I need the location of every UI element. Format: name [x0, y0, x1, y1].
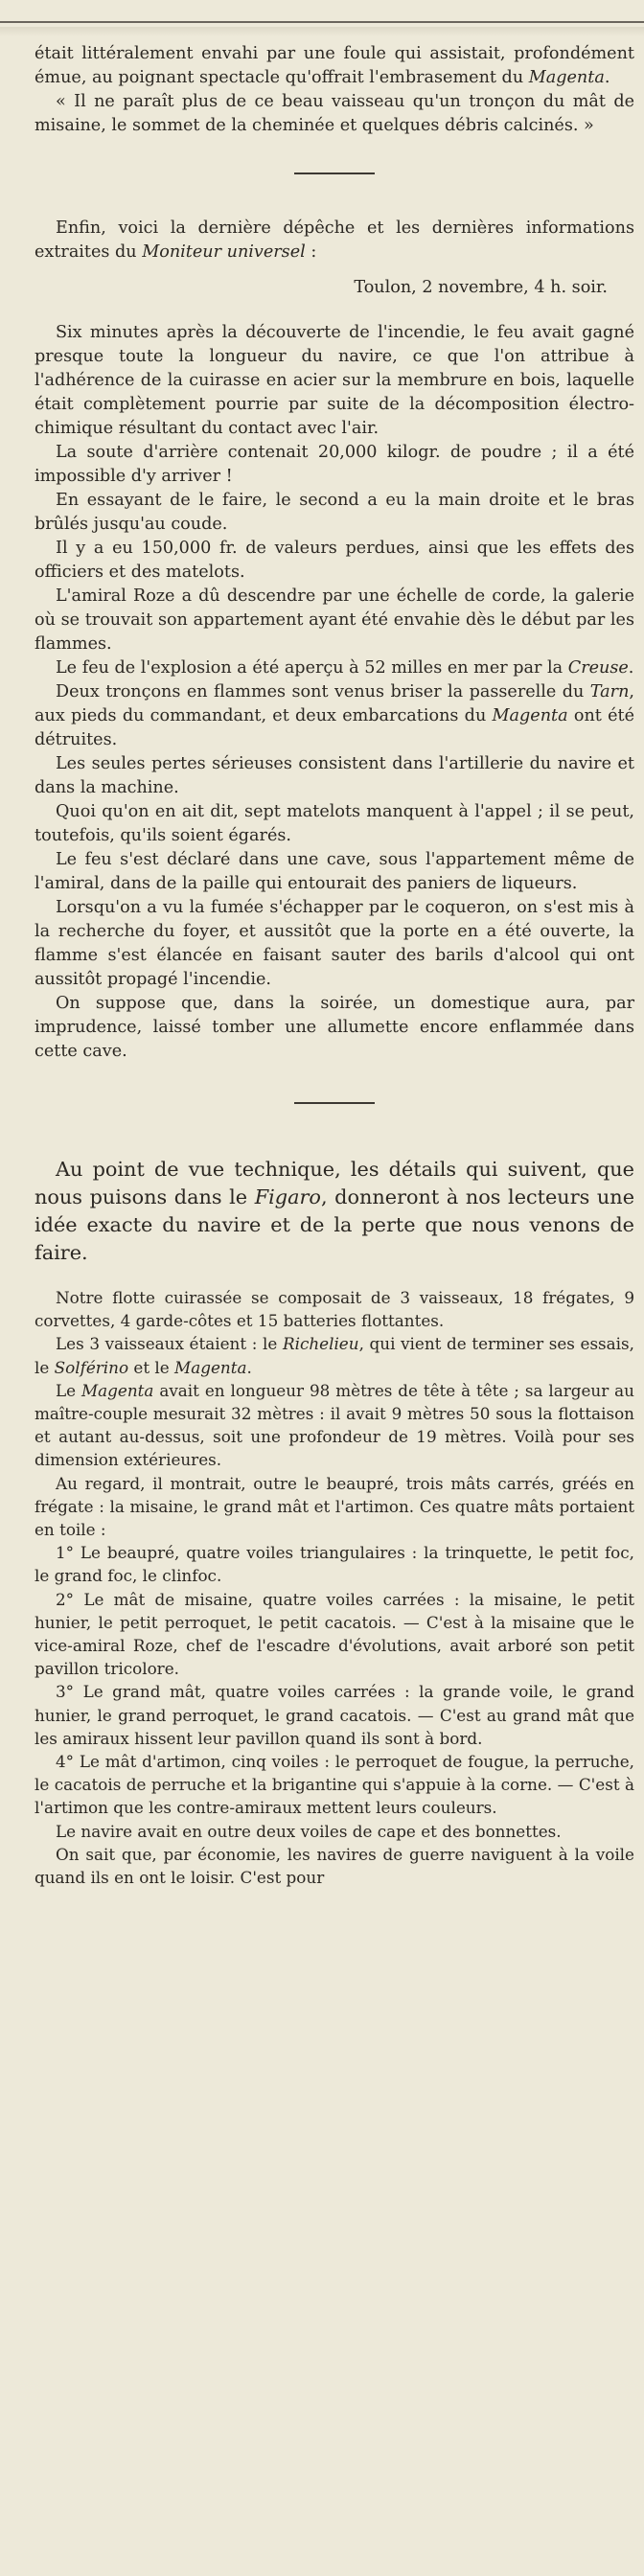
paragraph: Le navire avait en outre deux voiles de cape et des bonnettes.	[56, 1821, 562, 1841]
paragraph: Les seules pertes sérieuses consistent dans l'artillerie du navire et dans la machine.	[34, 754, 634, 797]
paragraph: Le Magenta avait en longueur 98 mètres de tête à tête ; sa largeur au maître-couple mesurait 32 mètres : il avait 9 mètres 50 sous la flottaison et autant au-dessus, soit une profondeur de 19 mètres. Voilà pour ses dimension extérieures.	[34, 1380, 634, 1470]
paragraph: Le feu de l'explosion a été aperçu à 52 milles en mer par la Creuse.	[56, 658, 634, 678]
section-separator	[294, 172, 375, 174]
paragraph: était littéralement envahi par une foule qui assistait, profondément émue, au poignant spectacle qu'offrait l'embrasement du Magenta.	[34, 44, 634, 87]
paragraph: En essayant de le faire, le second a eu la main droite et le bras brûlés jusqu'au coude.	[34, 491, 634, 534]
paragraph: 1° Le beaupré, quatre voiles triangulaires : la trinquette, le petit foc, le grand foc, le clinfoc.	[34, 1543, 634, 1586]
dispatch-lead: Enfin, voici la dernière dépêche et les dernières informations extraites du Moniteur universel :	[34, 218, 634, 262]
paragraph: La soute d'arrière contenait 20,000 kilogr. de poudre ; il a été impossible d'y arriver !	[34, 443, 634, 486]
paragraph: Quoi qu'on en ait dit, sept matelots manquent à l'appel ; il se peut, toutefois, qu'ils soient égarés.	[34, 802, 634, 845]
dateline: Toulon, 2 novembre, 4 h. soir.	[354, 278, 608, 297]
paragraph: Lorsqu'on a vu la fumée s'échapper par le coqueron, on s'est mis à la recherche du foyer, et aussitôt que la porte en a été ouverte, la flamme s'est élancée en faisant sauter des barils d'alcool qui ont aussitôt propagé l'incendie.	[34, 898, 634, 989]
section-technical-details	[34, 1156, 634, 1889]
paragraph: 2° Le mât de misaine, quatre voiles carrées : la misaine, le petit hunier, le petit perroquet, le petit cacatois. — C'est à la misaine que le vice-amiral Roze, chef de l'escadre d'évolutions, avait arboré son petit pavillon tricolore.	[34, 1589, 634, 1679]
page-fold-shadow	[0, 27, 644, 36]
paragraph: Au regard, il montrait, outre le beaupré, trois mâts carrés, gréés en frégate : la misaine, le grand mât et l'artimon. Ces quatre mâts portaient en toile :	[34, 1473, 634, 1540]
paragraph: Il y a eu 150,000 fr. de valeurs perdues, ainsi que les effets des officiers et des matelots.	[34, 539, 634, 582]
paragraph: L'amiral Roze a dû descendre par une échelle de corde, la galerie où se trouvait son appartement ayant été envahie dès le début par les flammes.	[34, 586, 634, 654]
quote-paragraph: « Il ne paraît plus de ce beau vaisseau qu'un tronçon du mât de misaine, le sommet de la cheminée et quelques débris calcinés. »	[34, 92, 634, 135]
newspaper-name: Figaro	[254, 1185, 321, 1208]
paragraph: Le feu s'est déclaré dans une cave, sous l'appartement même de l'amiral, dans de la paille qui entourait des paniers de liqueurs.	[34, 850, 634, 893]
ship-name: Richelieu	[282, 1334, 359, 1354]
paragraph: Six minutes après la découverte de l'incendie, le feu avait gagné presque toute la longueur du navire, ce que l'on attribue à l'adhérence de la cuirasse en acier sur la membrure en bois, laquelle était complètement pourrie par suite de la décomposition électro-chimique résultant du contact avec l'air.	[34, 323, 634, 438]
paragraph: 4° Le mât d'artimon, cinq voiles : le perroquet de fougue, la perruche, le cacatois de perruche et la brigantine qui s'appuie à la corne. — C'est à l'artimon que les contre-amiraux mettent leurs couleurs.	[34, 1752, 634, 1818]
section-fire-report	[34, 42, 634, 138]
technical-intro: Au point de vue technique, les détails qui suivent, que nous puisons dans le Figaro, donneront à nos lecteurs une idée exacte du navire et de la perte que nous venons de faire.	[34, 1158, 635, 1264]
ship-name: Magenta	[174, 1357, 247, 1377]
ship-name: Magenta	[80, 1380, 154, 1400]
ship-name: Magenta	[528, 68, 605, 87]
ship-name: Solférino	[54, 1357, 129, 1377]
paragraph: Notre flotte cuirassée se composait de 3 vaisseaux, 18 frégates, 9 corvettes, 4 garde-côtes et 15 batteries flottantes.	[34, 1288, 634, 1331]
paragraph: 3° Le grand mât, quatre voiles carrées : la grande voile, le grand hunier, le grand perroquet, le grand cacatois. — C'est au grand mât que les amiraux hissent leur pavillon quand ils sont à bord.	[34, 1682, 634, 1748]
section-last-dispatch	[34, 217, 634, 1064]
ship-name: Tarn	[589, 682, 630, 702]
paragraph: Les 3 vaisseaux étaient : le Richelieu, qui vient de terminer ses essais, le Solférino et le Magenta.	[34, 1334, 634, 1377]
paragraph: On sait que, par économie, les navires de guerre naviguent à la voile quand ils en ont le loisir. C'est pour	[34, 1844, 634, 1888]
top-rule	[0, 21, 644, 23]
ship-name: Magenta	[492, 706, 568, 725]
ship-name: Creuse	[567, 658, 629, 678]
paragraph: Deux tronçons en flammes sont venus briser la passerelle du Tarn, aux pieds du commandant, et deux embarcations du Magenta ont été détruites.	[34, 682, 634, 749]
paragraph: On suppose que, dans la soirée, un domestique aura, par imprudence, laissé tomber une allumette encore enflammée dans cette cave.	[34, 994, 634, 1061]
newspaper-name: Moniteur universel	[142, 242, 306, 262]
section-separator	[294, 1102, 375, 1104]
